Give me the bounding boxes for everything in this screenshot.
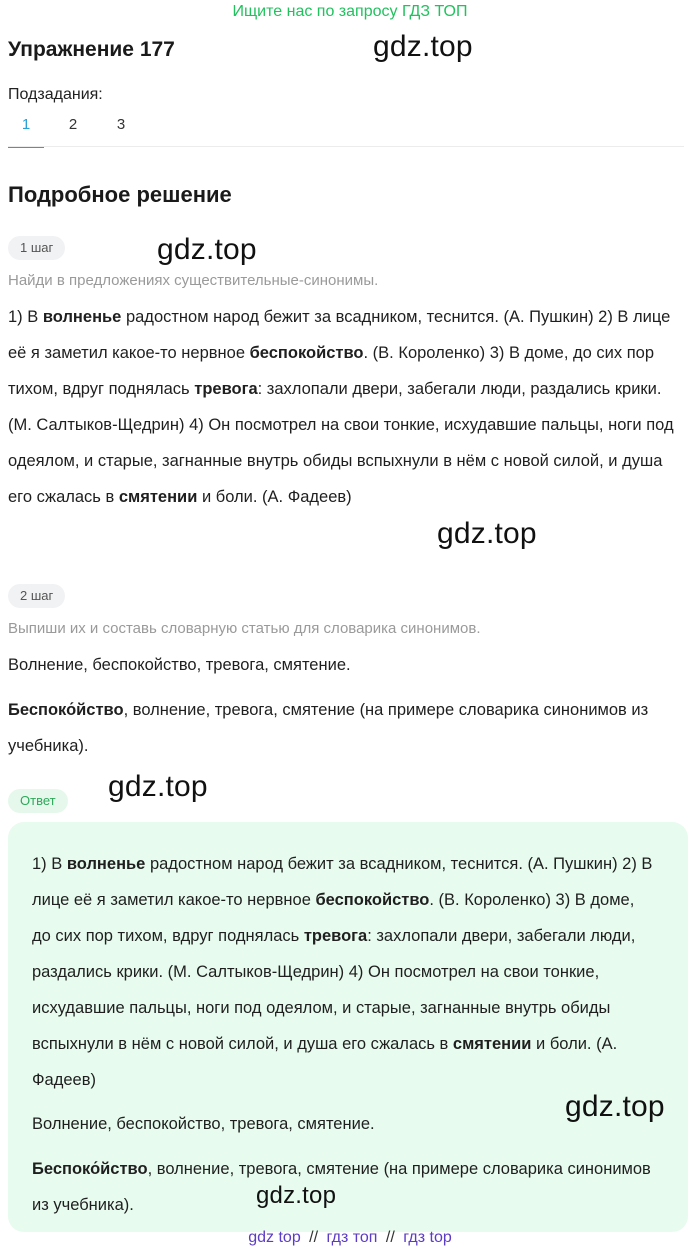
text-segment: и боли. (А. Фадеев) <box>32 1035 618 1089</box>
text-segment: , волнение, тревога, смятение (на примере словарика синонимов из учебника). <box>8 701 649 755</box>
tab-subtask-2[interactable]: 2 <box>68 116 78 133</box>
text-segment: радостном народ бежит за всадником, теснится. (А. Пушкин) 2) В лице её я заметил какое-то нервное <box>8 308 671 362</box>
answer-box <box>8 822 688 1232</box>
footer-separator: // <box>385 1229 395 1246</box>
step-1-text <box>8 299 684 515</box>
text-segment: , волнение, тревога, смятение (на примере словарика синонимов из учебника). <box>32 1160 651 1214</box>
tab-subtask-1[interactable]: 1 <box>8 116 44 148</box>
step-badge-2: 2 шаг <box>8 584 65 608</box>
text-segment: и боли. (А. Фадеев) <box>197 488 352 506</box>
highlighted-word: волненье <box>42 308 122 326</box>
highlighted-word: смятении <box>118 488 198 506</box>
watermark: gdz.top <box>373 30 473 63</box>
step-2-line-1: Волнение, беспокойство, тревога, смятение. <box>8 656 351 674</box>
promo-banner[interactable]: Ищите нас по запросу ГДЗ ТОП <box>232 3 468 20</box>
text-segment: : захлопали двери, забегали люди, раздались крики. (М. Салтыков-Щедрин) 4) Он посмотрел на свои тонкие, исхудавшие пальцы, ноги под одеялом, и старые, загнанные внутрь обиды вспыхнули в нём с новой силой, и душа его сжалась в <box>32 927 636 1053</box>
answer-text <box>32 846 656 1098</box>
step-2-line-2 <box>8 692 684 764</box>
answer-line-2 <box>32 1151 656 1223</box>
text-segment: . (В. Короленко) 3) В доме, до сих пор тихом, вдруг поднялась <box>8 344 655 398</box>
page-title: Упражнение 177 <box>8 38 175 61</box>
highlighted-word: беспокойство <box>249 344 364 362</box>
answer-badge: Ответ <box>8 789 68 813</box>
text-segment: радостном народ бежит за всадником, теснится. (А. Пушкин) 2) В лице её я заметил какое-то нервное <box>32 855 653 909</box>
footer-separator: // <box>309 1229 319 1246</box>
divider <box>8 146 684 147</box>
text-segment: . (В. Короленко) 3) В доме, до сих пор тихом, вдруг поднялась <box>32 891 635 945</box>
highlighted-word: тревога <box>194 380 258 398</box>
footer-link-2[interactable]: гдз топ <box>326 1229 378 1246</box>
subtasks-label: Подзадания: <box>8 86 103 103</box>
footer-link-3[interactable]: гдз top <box>403 1229 452 1246</box>
step-2-hint: Выпиши их и составь словарную статью для словарика синонимов. <box>8 620 481 637</box>
section-title: Подробное решение <box>8 182 232 207</box>
text-segment: : захлопали двери, забегали люди, раздались крики. (М. Салтыков-Щедрин) 4) Он посмотрел на свои тонкие, исхудавшие пальцы, ноги под одеялом, и старые, загнанные внутрь обиды вспыхнули в нём с новой силой, и душа его сжалась в <box>8 380 674 506</box>
watermark: gdz.top <box>565 1090 665 1123</box>
watermark: gdz.top <box>256 1182 337 1209</box>
step-badge-1: 1 шаг <box>8 236 65 260</box>
answer-line-1: Волнение, беспокойство, тревога, смятение. <box>32 1115 375 1133</box>
text-segment: 1) В <box>8 308 43 326</box>
step-1-hint: Найди в предложениях существительные-синонимы. <box>8 272 379 289</box>
highlighted-word: беспокойство <box>315 891 430 909</box>
highlighted-word: волненье <box>66 855 146 873</box>
highlighted-word: тревога <box>303 927 368 945</box>
text-segment: 1) В <box>32 855 67 873</box>
watermark: gdz.top <box>157 233 257 266</box>
tab-subtask-3[interactable]: 3 <box>116 116 126 133</box>
footer-link-1[interactable]: gdz top <box>248 1229 301 1246</box>
footer-links <box>0 1229 700 1247</box>
watermark: gdz.top <box>437 517 537 550</box>
watermark: gdz.top <box>108 770 208 803</box>
highlighted-word: смятении <box>452 1035 532 1053</box>
highlighted-word: Беспоко́йство <box>32 1160 148 1178</box>
highlighted-word: Беспоко́йство <box>8 701 124 719</box>
